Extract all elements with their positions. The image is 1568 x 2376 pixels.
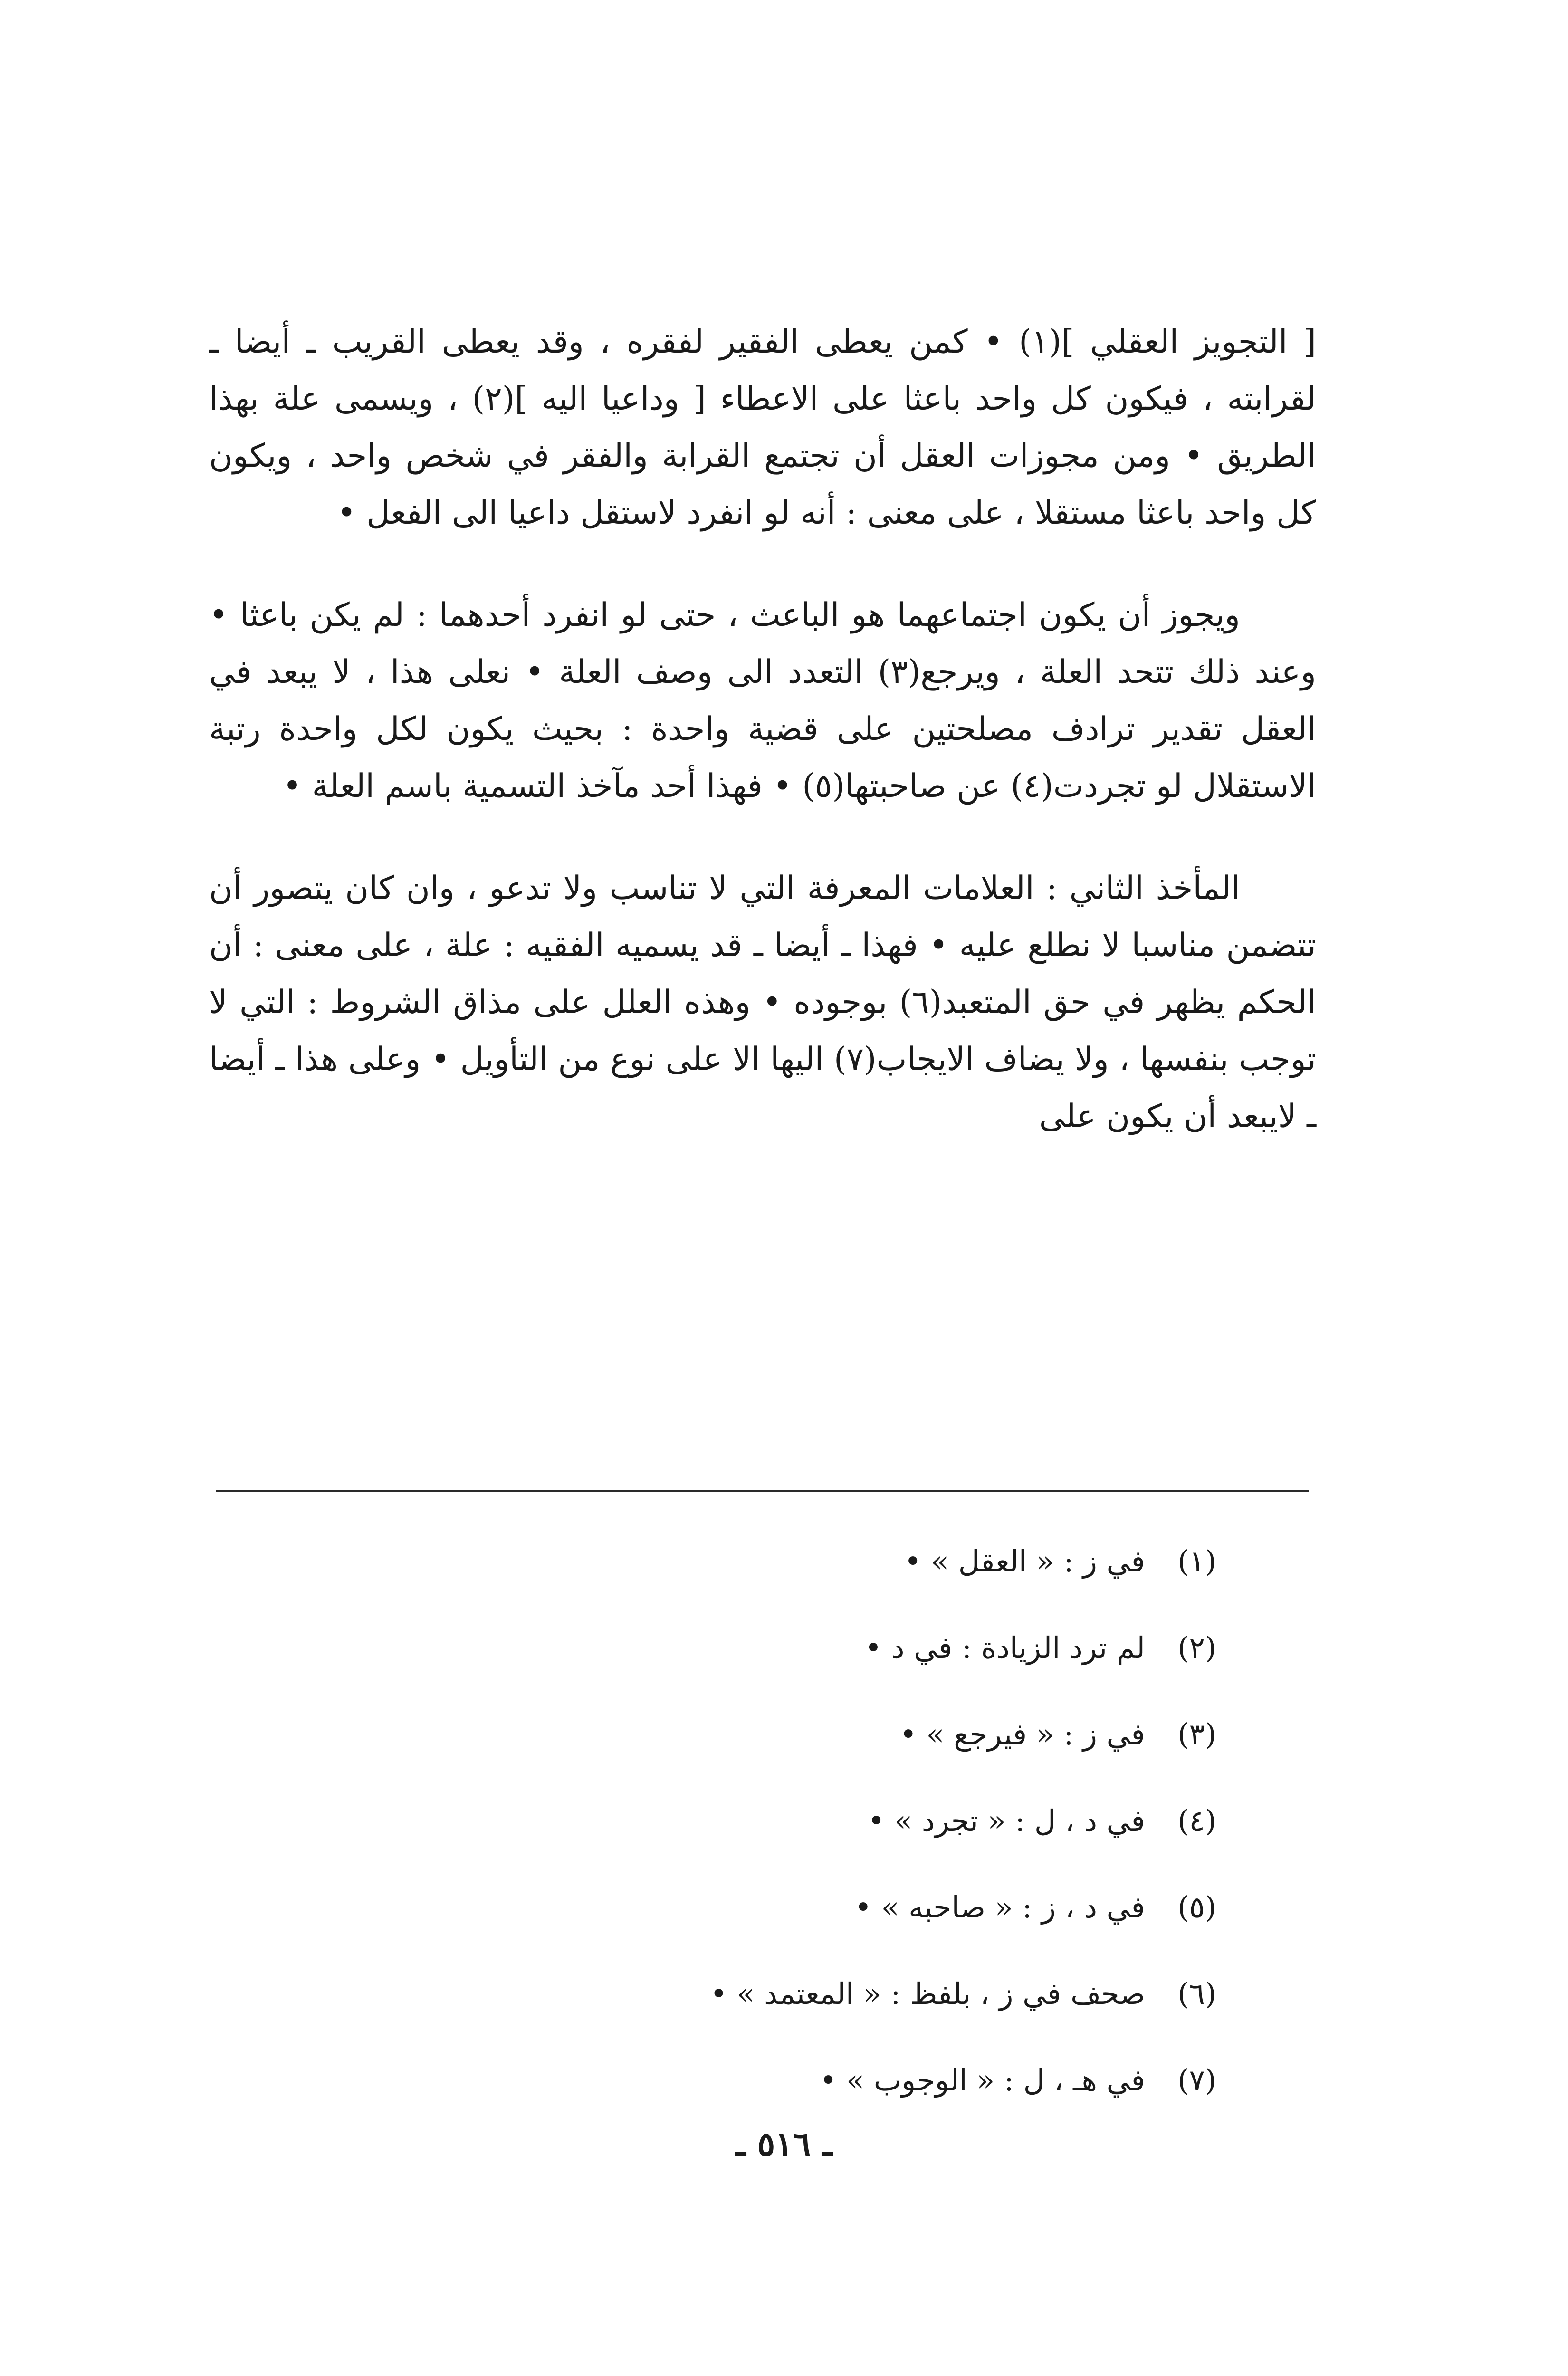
main-text (209, 314, 1316, 1190)
paragraph-2: ويجوز أن يكون اجتماعهما هو الباعث ، حتى لو انفرد أحدهما : لم يكن باعثا • وعند ذلك تتحد العلة ، ويرجع(٣) التعدد الى وصف العلة • نعلى هذا ، لا يبعد في العقل تقدير ترادف مصلحتين على قضية واحدة : بحيث يكون لكل واحدة رتبة الاستقلال لو تجردت(٤) عن صاحبتها(٥) • فهذا أحد مآخذ التسمية باسم العلة • (209, 596, 1316, 805)
page-number: ـ ٥١٦ ـ (736, 2124, 832, 2164)
footnotes (428, 1518, 1216, 2124)
footnote-text: في د ، ز : « صاحبه » • (854, 1890, 1145, 1925)
footnote-text: صحف في ز ، بلفظ : « المعتمد » • (710, 1976, 1145, 2011)
footnote-5 (428, 1864, 1216, 1951)
footnote-4 (428, 1778, 1216, 1864)
footnote-2 (428, 1605, 1216, 1691)
footnote-text: في د ، ل : « تجرد » • (867, 1803, 1145, 1838)
footnote-text: في ز : « العقل » • (904, 1544, 1145, 1579)
footnote-number: (٧) (1177, 2063, 1216, 2098)
footnote-number: (٥) (1177, 1890, 1216, 1925)
footnote-7 (428, 2037, 1216, 2124)
paragraph-3: المأخذ الثاني : العلامات المعرفة التي لا تناسب ولا تدعو ، وان كان يتصور أن تتضمن مناسبا لا نطلع عليه • فهذا ـ أيضا ـ قد يسميه الفقيه : علة ، على معنى : أن الحكم يظهر في حق المتعبد(٦) بوجوده • وهذه العلل على مذاق الشروط : التي لا توجب بنفسها ، ولا يضاف الايجاب(٧) اليها الا على نوع من التأويل • وعلى هذا ـ أيضا ـ لايبعد أن يكون على (209, 870, 1316, 1135)
footnote-text: في ز : « فيرجع » • (899, 1717, 1145, 1752)
footnote-number: (٦) (1177, 1976, 1216, 2011)
footnote-text: لم ترد الزيادة : في د • (864, 1630, 1145, 1665)
footnote-1 (428, 1518, 1216, 1605)
footnote-number: (٤) (1177, 1803, 1216, 1838)
footnote-6 (428, 1951, 1216, 2037)
footnote-number: (١) (1177, 1544, 1216, 1579)
footnote-number: (٢) (1177, 1630, 1216, 1665)
footnote-divider (216, 1490, 1309, 1492)
footnote-text: في هـ ، ل : « الوجوب » • (819, 2063, 1145, 2098)
footnote-number: (٣) (1177, 1717, 1216, 1752)
paragraph-1: [ التجويز العقلي ](١) • كمن يعطى الفقير لفقره ، وقد يعطى القريب ـ أيضا ـ لقرابته ، فيكون كل واحد باعثا على الاعطاء [ وداعيا اليه ](٢) ، ويسمى علة بهذا الطريق • ومن مجوزات العقل أن تجتمع القرابة والفقر في شخص واحد ، ويكون كل واحد باعثا مستقلا ، على معنى : أنه لو انفرد لاستقل داعيا الى الفعل • (209, 323, 1316, 532)
footnote-3 (428, 1691, 1216, 1778)
